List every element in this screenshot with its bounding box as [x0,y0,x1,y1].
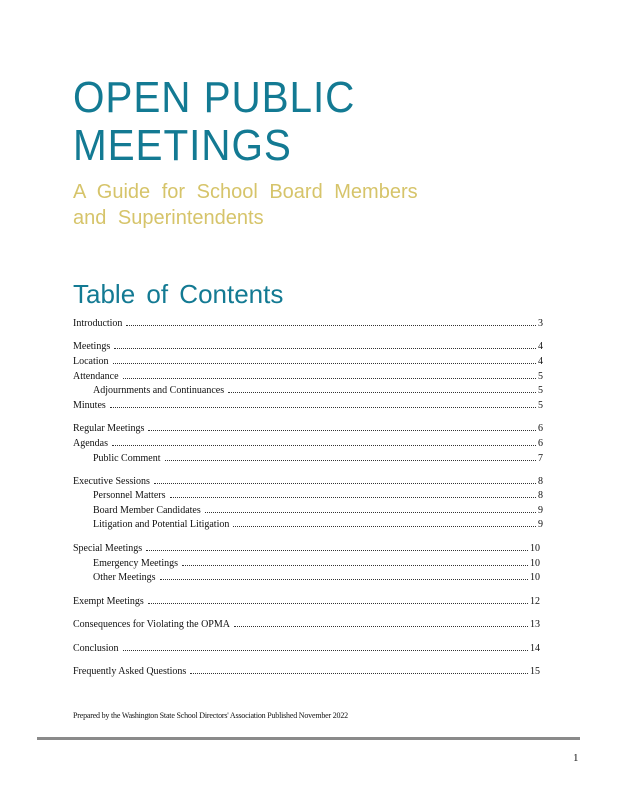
toc-entry-label: Personnel Matters [93,490,166,501]
toc-heading: Table of Contents [73,279,284,309]
toc-entry-page: 10 [530,558,540,569]
toc-entry-label: Litigation and Potential Litigation [93,519,230,530]
toc-entry-page: 12 [530,596,540,607]
toc-leader-dots [165,451,537,461]
toc-entry-page: 4 [538,356,543,367]
toc-leader-dots [148,421,536,431]
toc-entry-page: 9 [538,505,543,516]
page-number: 1 [573,752,579,764]
toc-entry-label: Adjournments and Continuances [93,385,225,396]
toc-entry-page: 5 [538,371,543,382]
toc-entry-emergency-meetings[interactable] [93,556,540,569]
toc-entry-label: Consequences for Violating the OPMA [73,619,230,630]
toc-entry-page: 3 [538,318,543,329]
footer-divider [37,737,580,740]
toc-leader-dots [123,369,536,379]
toc-leader-dots [148,594,528,604]
toc-leader-dots [170,488,537,498]
toc-entry-faq[interactable] [73,664,540,677]
toc-entry-board-member-candidates[interactable] [93,503,543,516]
toc-entry-page: 15 [530,666,540,677]
toc-entry-adjournments[interactable] [93,383,543,396]
document-subtitle-line-2: and Superintendents [73,207,264,229]
toc-entry-label: Emergency Meetings [93,558,179,569]
toc-entry-page: 7 [538,453,543,464]
toc-entry-attendance[interactable] [73,369,543,382]
toc-entry-page: 10 [530,543,540,554]
toc-entry-label: Board Member Candidates [93,505,201,516]
toc-entry-label: Minutes [73,400,106,411]
toc-entry-label: Agendas [73,438,108,449]
toc-leader-dots [182,556,528,566]
toc-entry-label: Location [73,356,109,367]
toc-leader-dots [160,570,529,580]
toc-entry-label: Conclusion [73,643,119,654]
toc-entry-page: 9 [538,519,543,530]
toc-entry-litigation[interactable] [93,517,543,530]
toc-leader-dots [146,541,528,551]
toc-entry-label: Other Meetings [93,572,156,583]
document-title-line-1: OPEN PUBLIC [73,73,356,122]
toc-entry-consequences[interactable] [73,617,540,630]
toc-entry-exempt-meetings[interactable] [73,594,540,607]
toc-leader-dots [110,398,536,408]
toc-leader-dots [113,354,536,364]
toc-leader-dots [154,474,536,484]
document-subtitle-line-1: A Guide for School Board Members [73,181,418,203]
toc-leader-dots [228,383,536,393]
document-title-line-2: MEETINGS [73,121,292,170]
toc-entry-page: 13 [530,619,540,630]
toc-entry-page: 8 [538,490,543,501]
toc-entry-agendas[interactable] [73,436,543,449]
toc-entry-page: 6 [538,423,543,434]
prepared-by-note: Prepared by the Washington State School Directors' Association Published November 2022 [73,711,348,720]
toc-entry-page: 8 [538,476,543,487]
toc-entry-label: Executive Sessions [73,476,150,487]
toc-entry-introduction[interactable] [73,316,543,329]
toc-entry-label: Public Comment [93,453,161,464]
toc-entry-other-meetings[interactable] [93,570,540,583]
toc-leader-dots [205,503,536,513]
toc-entry-page: 5 [538,400,543,411]
toc-entry-page: 6 [538,438,543,449]
toc-leader-dots [114,339,536,349]
toc-leader-dots [126,316,536,326]
toc-entry-label: Attendance [73,371,119,382]
toc-entry-page: 10 [530,572,540,583]
toc-entry-personnel-matters[interactable] [93,488,543,501]
toc-entry-regular-meetings[interactable] [73,421,543,434]
toc-entry-page: 4 [538,341,543,352]
toc-entry-label: Regular Meetings [73,423,145,434]
toc-entry-conclusion[interactable] [73,641,540,654]
toc-leader-dots [233,517,536,527]
toc-leader-dots [112,436,536,446]
toc-entry-page: 5 [538,385,543,396]
toc-entry-label: Meetings [73,341,111,352]
toc-entry-executive-sessions[interactable] [73,474,543,487]
toc-entry-page: 14 [530,643,540,654]
toc-leader-dots [234,617,528,627]
toc-entry-label: Frequently Asked Questions [73,666,187,677]
toc-leader-dots [123,641,528,651]
toc-entry-location[interactable] [73,354,543,367]
toc-entry-label: Exempt Meetings [73,596,144,607]
toc-entry-special-meetings[interactable] [73,541,540,554]
toc-entry-minutes[interactable] [73,398,543,411]
toc-entry-meetings[interactable] [73,339,543,352]
toc-entry-public-comment[interactable] [93,451,543,464]
toc-leader-dots [190,664,528,674]
toc-entry-label: Special Meetings [73,543,143,554]
toc-entry-label: Introduction [73,318,123,329]
